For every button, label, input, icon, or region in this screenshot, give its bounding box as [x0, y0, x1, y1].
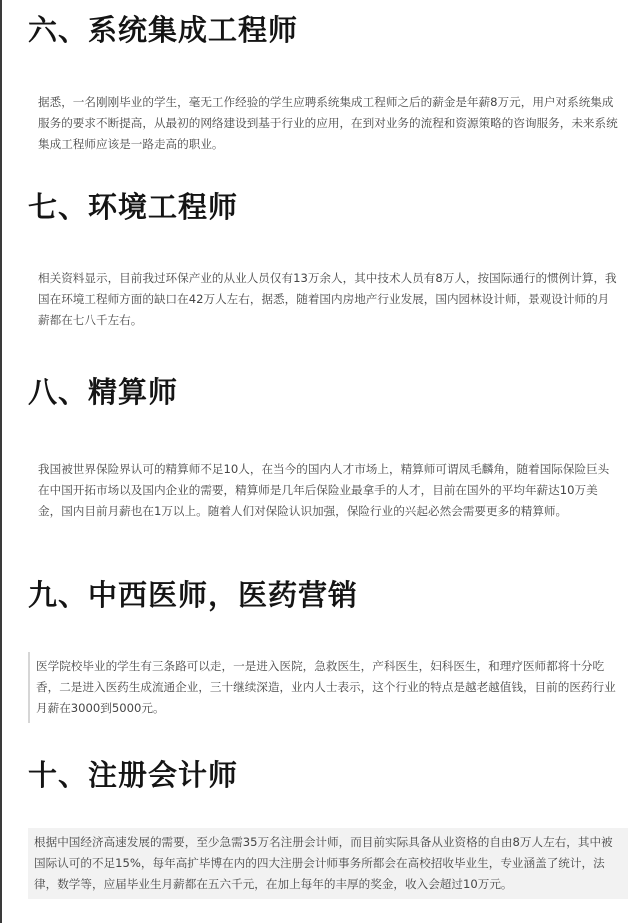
section-paragraph: 相关资料显示，目前我过环保产业的从业人员仅有13万余人，其中技术人员有8万人，按国际通行的惯例计算，我国在环境工程师方面的缺口在42万人左右，据悉，随着国内房地产行业发展，国内园林设计师，景观设计师的月薪都在七八千左右。 [38, 271, 617, 327]
section-paragraph: 根据中国经济高速发展的需要，至少急需35万名注册会计师，而目前实际具备从业资格的自由8万人左右，其中被国际认可的不足15%，每年高扩毕博在内的四大注册会计师事务所都会在高校招收毕业生，专业涵盖了统计，法律，数学等，应届毕业生月薪都在五六千元，在加上每年的丰厚的奖金，收入会超过10万元。 [28, 828, 628, 899]
section-heading: 九、中西医师，医药营销 [28, 578, 359, 612]
section-heading: 七、环境工程师 [28, 190, 239, 224]
section-paragraph: 医学院校毕业的学生有三条路可以走，一是进入医院，急救医生，产科医生，妇科医生，和理疗医师都将十分吃香，二是进入医药生成流通企业，三十继续深造，业内人士表示，这个行业的特点是越老越值钱，目前的医药行业月薪在3000到5000元。 [28, 652, 628, 723]
section-heading: 八、精算师 [28, 375, 179, 409]
page-left-border [0, 0, 2, 923]
section-paragraph: 我国被世界保险界认可的精算师不足10人，在当今的国内人才市场上，精算师可谓凤毛麟角，随着国际保险巨头在中国开拓市场以及国内企业的需要，精算师是几年后保险业最拿手的人才，目前在国外的平均年薪达10万美金，国内目前月薪也在1万以上。随着人们对保险认识加强，保险行业的兴起必然会需要更多的精算师。 [38, 462, 610, 518]
section-heading: 六、系统集成工程师 [28, 13, 299, 47]
section-heading: 十、注册会计师 [28, 758, 239, 792]
section-paragraph: 据悉，一名刚刚毕业的学生，毫无工作经验的学生应聘系统集成工程师之后的薪金是年薪8万元，用户对系统集成服务的要求不断提高，从最初的网络建设到基于行业的应用，在到对业务的流程和资源策略的咨询服务，未来系统集成工程师应该是一路走高的职业。 [38, 95, 618, 151]
